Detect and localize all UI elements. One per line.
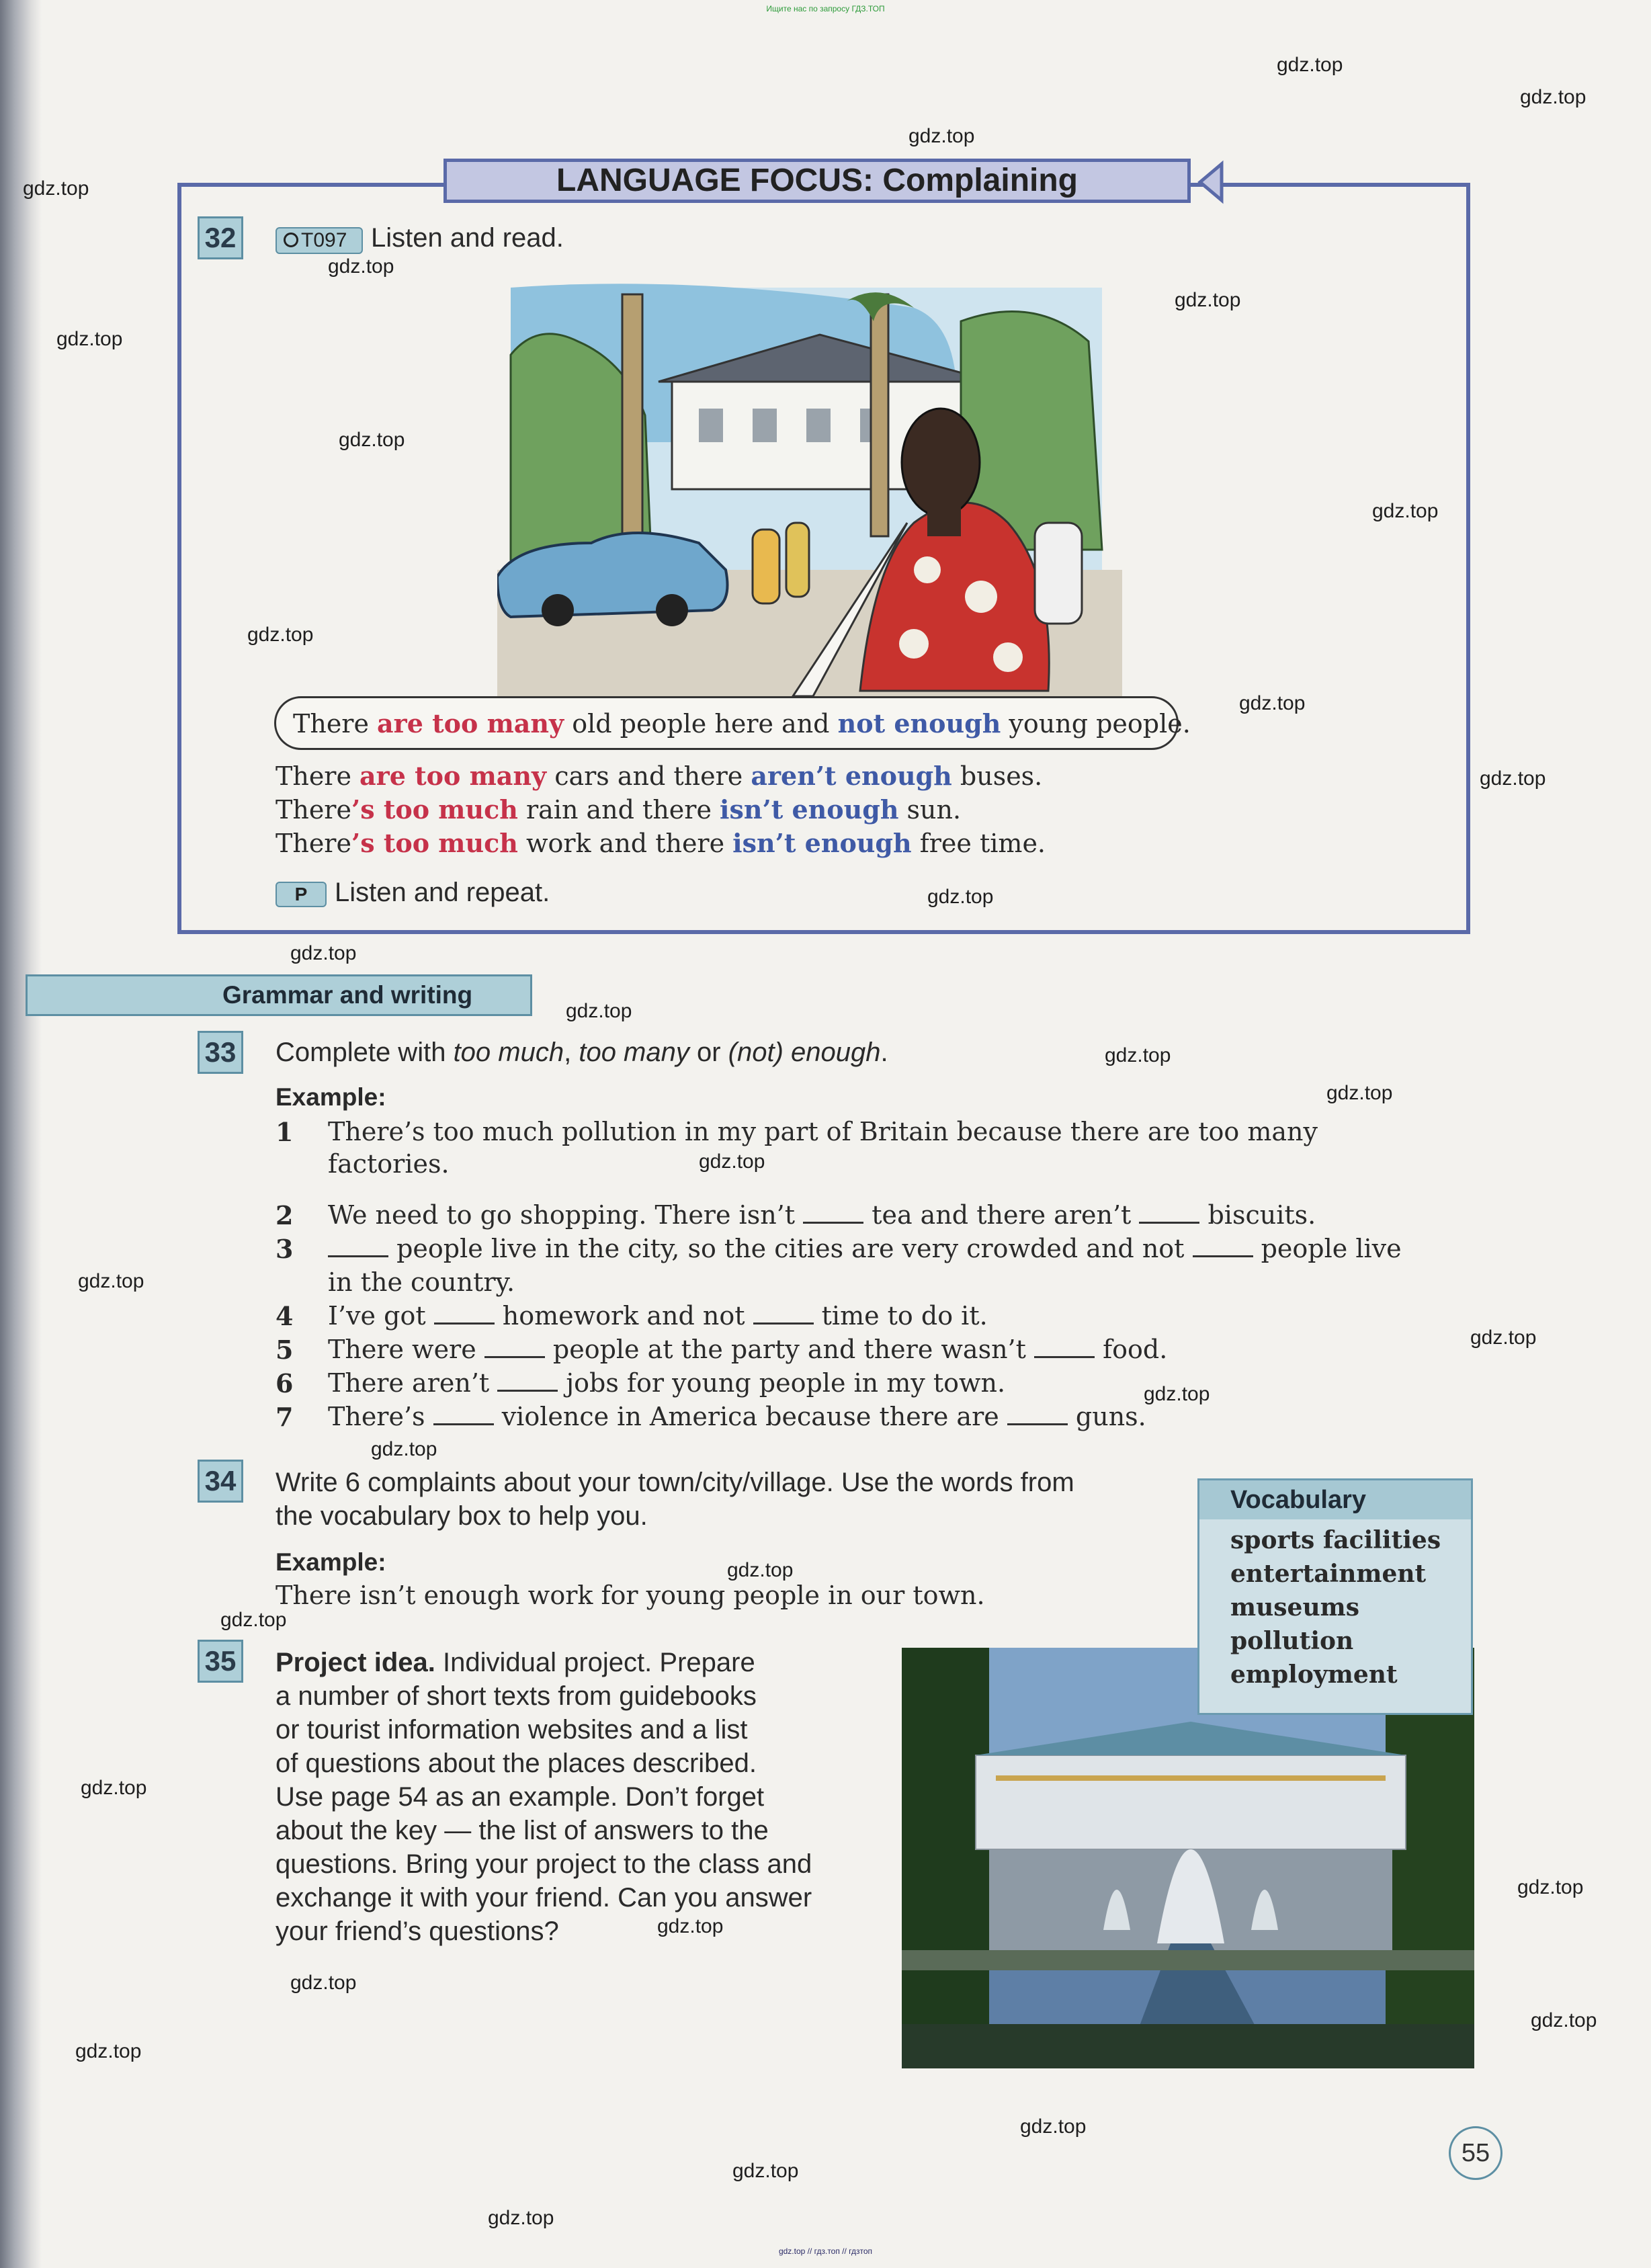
vocabulary-item: entertainment (1230, 1560, 1427, 1588)
answer-blank[interactable] (803, 1206, 863, 1224)
watermark: gdz.top (75, 2040, 142, 2062)
exercise-number: 32 (198, 216, 243, 259)
watermark: gdz.top (1480, 767, 1546, 790)
vocabulary-item: museums (1230, 1593, 1359, 1622)
watermark: gdz.top (727, 1559, 794, 1581)
watermark: gdz.top (371, 1438, 437, 1460)
ex34-instruction-line1: Write 6 complaints about your town/city/village. Use the words from (276, 1468, 1074, 1497)
repeat-instruction: Listen and repeat. (335, 878, 550, 907)
watermark: gdz.top (1517, 1876, 1584, 1898)
watermark: gdz.top (220, 1609, 287, 1631)
watermark: gdz.top (657, 1915, 724, 1937)
watermark: gdz.top (81, 1777, 147, 1799)
watermark: gdz.top (1470, 1327, 1537, 1349)
item-number: 7 (276, 1402, 294, 1432)
header-note: Ищите нас по запросу ГДЗ.ТОП (766, 4, 885, 13)
watermark: gdz.top (927, 886, 994, 908)
exercise-number: 33 (198, 1031, 243, 1074)
watermark: gdz.top (339, 429, 405, 451)
watermark: gdz.top (328, 255, 394, 278)
ex35-line: or tourist information websites and a list (276, 1715, 748, 1745)
item-number: 5 (276, 1335, 294, 1365)
page-number: 55 (1449, 2126, 1502, 2180)
answer-blank[interactable] (1034, 1340, 1095, 1358)
vocabulary-box (1197, 1478, 1473, 1715)
item-number: 4 (276, 1301, 294, 1331)
watermark: gdz.top (1520, 86, 1586, 108)
answer-blank[interactable] (1193, 1239, 1253, 1257)
watermark: gdz.top (1277, 54, 1343, 76)
watermark: gdz.top (488, 2207, 554, 2229)
watermark: gdz.top (1175, 289, 1241, 311)
illustration-complaining-tourist (497, 281, 1122, 696)
watermark: gdz.top (908, 125, 975, 147)
item-text: There aren’t jobs for young people in my town. (328, 1368, 1006, 1398)
example-sentence: There’s too much work and there isn’t enough free time. (276, 828, 1046, 858)
ex32-instruction: Listen and read. (371, 223, 564, 253)
ex35-line: Project idea. Individual project. Prepare (276, 1648, 755, 1677)
speech-bubble-text: There are too many old people here and not enough young people. (293, 708, 1191, 739)
watermark: gdz.top (699, 1150, 765, 1173)
answer-blank[interactable] (1139, 1206, 1199, 1224)
exercise-number: 35 (198, 1640, 243, 1683)
item-number: 3 (276, 1234, 294, 1264)
answer-blank[interactable] (328, 1239, 388, 1257)
watermark: gdz.top (1105, 1044, 1171, 1066)
answer-blank[interactable] (753, 1306, 814, 1325)
example-label: Example: (276, 1083, 386, 1111)
item-text: We need to go shopping. There isn’t tea and there aren’t biscuits. (328, 1200, 1316, 1230)
watermark: gdz.top (1326, 1082, 1393, 1104)
watermark: gdz.top (1144, 1383, 1210, 1405)
example-label: Example: (276, 1548, 386, 1576)
watermark: gdz.top (247, 624, 314, 646)
item-text-continued: factories. (328, 1149, 450, 1179)
ex35-line: your friend’s questions? (276, 1917, 559, 1946)
answer-blank[interactable] (484, 1340, 545, 1358)
watermark: gdz.top (1531, 2009, 1597, 2031)
ex35-line: questions. Bring your project to the class and (276, 1849, 812, 1879)
watermark: gdz.top (290, 942, 357, 964)
ex35-line: of questions about the places described. (276, 1749, 757, 1778)
item-text: There’s too much pollution in my part of Britain because there are too many (328, 1117, 1318, 1146)
watermark: gdz.top (290, 1972, 357, 1994)
example-sentence: There’s too much rain and there isn’t enough sun. (276, 794, 962, 825)
item-number: 1 (276, 1117, 294, 1147)
item-number: 2 (276, 1200, 294, 1230)
watermark: gdz.top (78, 1270, 144, 1292)
item-text: There were people at the party and there wasn’t food. (328, 1335, 1168, 1364)
answer-blank[interactable] (433, 1407, 494, 1425)
item-text-continued: in the country. (328, 1267, 515, 1297)
ex35-line: Use page 54 as an example. Don’t forget (276, 1782, 765, 1812)
section-title: Grammar and writing (26, 974, 532, 1016)
watermark: gdz.top (1239, 692, 1306, 714)
item-text: people live in the city, so the cities are very crowded and not people live (328, 1234, 1402, 1263)
ex34-example: There isn’t enough work for young people in our town. (276, 1581, 985, 1610)
watermark: gdz.top (23, 177, 89, 200)
watermark: gdz.top (732, 2160, 799, 2182)
example-sentence: There are too many cars and there aren’t enough buses. (276, 761, 1043, 791)
ex35-line: a number of short texts from guidebooks (276, 1681, 757, 1711)
footer-note: gdz.top // гдз.топ // гдзтоп (778, 2246, 873, 2256)
exercise-number: 34 (198, 1460, 243, 1503)
watermark: gdz.top (56, 328, 123, 350)
ex35-line: exchange it with your friend. Can you answer (276, 1883, 812, 1913)
title-arrow-icon (1197, 160, 1224, 204)
watermark: gdz.top (1372, 500, 1439, 522)
item-text: There’s violence in America because there are guns. (328, 1402, 1146, 1431)
ex33-instruction: Complete with too much, too many or (not) enough. (276, 1038, 888, 1067)
vocabulary-item: pollution (1230, 1627, 1354, 1655)
vocabulary-item: employment (1230, 1661, 1398, 1689)
cd-icon (284, 233, 298, 247)
item-text: I’ve got homework and not time to do it. (328, 1301, 988, 1331)
language-focus-title: LANGUAGE FOCUS: Complaining (443, 159, 1191, 203)
item-number: 6 (276, 1368, 294, 1398)
ex34-instruction-line2: the vocabulary box to help you. (276, 1501, 648, 1531)
watermark: gdz.top (566, 1000, 632, 1022)
vocabulary-title: Vocabulary (1199, 1480, 1471, 1519)
answer-blank[interactable] (1007, 1407, 1068, 1425)
answer-blank[interactable] (497, 1374, 558, 1392)
vocabulary-item: sports facilities (1230, 1526, 1441, 1554)
pronunciation-tag[interactable]: P (276, 882, 327, 907)
watermark: gdz.top (1020, 2115, 1087, 2138)
ex35-line: about the key — the list of answers to the (276, 1816, 769, 1845)
book-spine-shadow (0, 0, 42, 2268)
cd-track-label: T097 (301, 229, 347, 251)
answer-blank[interactable] (434, 1306, 495, 1325)
cd-track-tag[interactable] (276, 227, 363, 254)
